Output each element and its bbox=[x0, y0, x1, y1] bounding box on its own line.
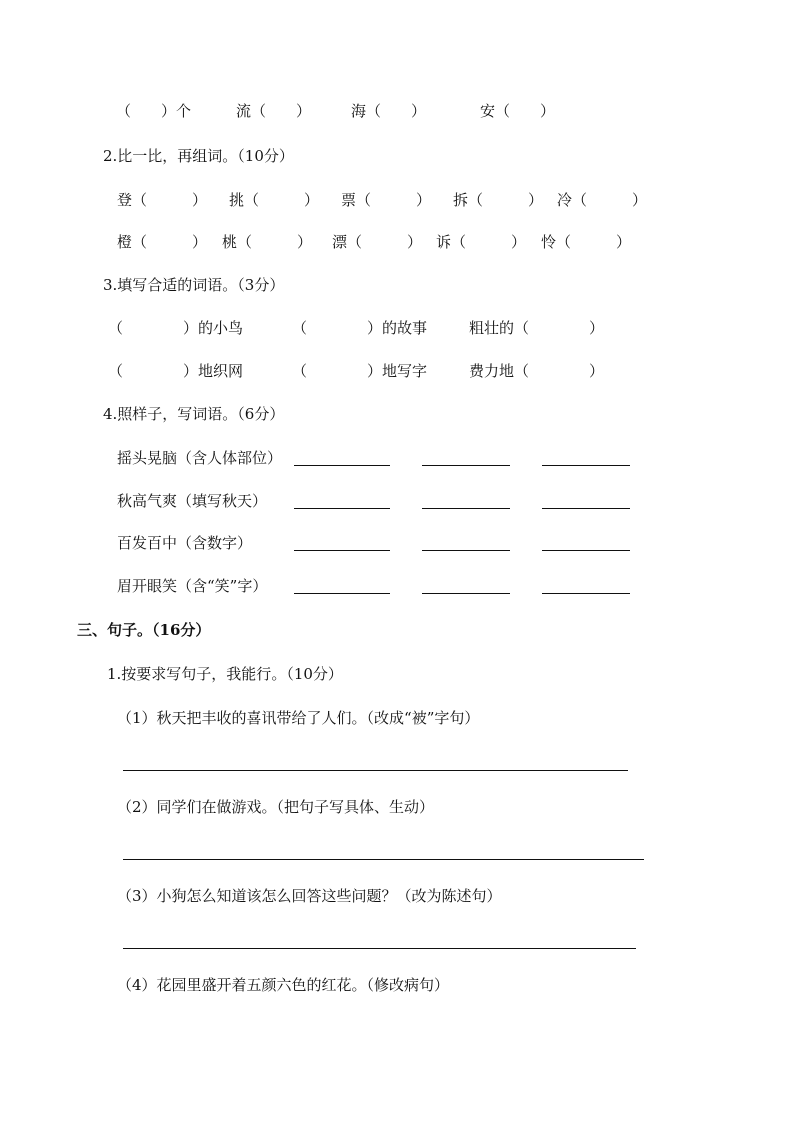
s3-item-3: （3）小狗怎么知道该怎么回答这些问题？（改为陈述句） bbox=[117, 887, 502, 905]
s3-item-4: （4）花园里盛开着五颜六色的红花。（修改病句） bbox=[117, 976, 450, 994]
q2-row2-item1: 橙（ ） bbox=[117, 233, 208, 251]
q4-item-2: 秋高气爽（填写秋天） bbox=[117, 492, 268, 510]
q2-row2-item5: 怜（ ） bbox=[541, 233, 632, 251]
char-blank-3: 海（ ） bbox=[351, 102, 427, 120]
q2-row1-item3: 票（ ） bbox=[341, 191, 432, 209]
answer-line[interactable] bbox=[123, 948, 636, 949]
s3-item-2: （2）同学们在做游戏。（把句子写具体、生动） bbox=[117, 798, 435, 816]
answer-line[interactable] bbox=[294, 465, 390, 466]
q2-row1-item5: 冷（ ） bbox=[557, 191, 648, 209]
answer-line[interactable] bbox=[542, 550, 630, 551]
answer-line[interactable] bbox=[422, 465, 510, 466]
answer-line[interactable] bbox=[542, 508, 630, 509]
answer-line[interactable] bbox=[422, 593, 510, 594]
answer-line[interactable] bbox=[294, 550, 390, 551]
q2-title: 2.比一比，再组词。（10分） bbox=[103, 147, 294, 165]
q3-row1-item1: （ ）的小鸟 bbox=[108, 319, 244, 337]
answer-line[interactable] bbox=[422, 508, 510, 509]
char-blank-1: （ ）个 bbox=[116, 102, 192, 120]
answer-line[interactable] bbox=[294, 593, 390, 594]
char-blank-4: 安（ ） bbox=[480, 102, 556, 120]
q4-title: 4.照样子，写词语。（6分） bbox=[103, 405, 285, 423]
q2-row1-item2: 挑（ ） bbox=[229, 191, 320, 209]
q3-title: 3.填写合适的词语。（3分） bbox=[103, 276, 285, 294]
answer-line[interactable] bbox=[123, 859, 644, 860]
q3-row2-item1: （ ）地织网 bbox=[108, 362, 244, 380]
q2-row1-item4: 拆（ ） bbox=[453, 191, 544, 209]
answer-line[interactable] bbox=[542, 593, 630, 594]
q3-row1-item3: 粗壮的（ ） bbox=[469, 319, 605, 337]
q4-item-3: 百发百中（含数字） bbox=[117, 534, 253, 552]
q2-row2-item4: 诉（ ） bbox=[436, 233, 527, 251]
s3-item-1: （1）秋天把丰收的喜讯带给了人们。（改成“被”字句） bbox=[117, 709, 480, 727]
q2-row1-item1: 登（ ） bbox=[117, 191, 208, 209]
answer-line[interactable] bbox=[542, 465, 630, 466]
s3-q1-title: 1.按要求写句子，我能行。（10分） bbox=[107, 665, 343, 683]
q3-row2-item2: （ ）地写字 bbox=[292, 362, 428, 380]
section3-title: 三、句子。（16分） bbox=[77, 621, 211, 639]
q4-item-1: 摇头晃脑（含人体部位） bbox=[117, 449, 283, 467]
q3-row2-item3: 费力地（ ） bbox=[469, 362, 605, 380]
q2-row2-item2: 桃（ ） bbox=[222, 233, 313, 251]
q3-row1-item2: （ ）的故事 bbox=[292, 319, 428, 337]
answer-line[interactable] bbox=[123, 770, 628, 771]
answer-line[interactable] bbox=[422, 550, 510, 551]
q2-row2-item3: 漂（ ） bbox=[332, 233, 423, 251]
answer-line[interactable] bbox=[294, 508, 390, 509]
char-blank-2: 流（ ） bbox=[236, 102, 312, 120]
q4-item-4: 眉开眼笑（含“笑”字） bbox=[117, 577, 268, 595]
